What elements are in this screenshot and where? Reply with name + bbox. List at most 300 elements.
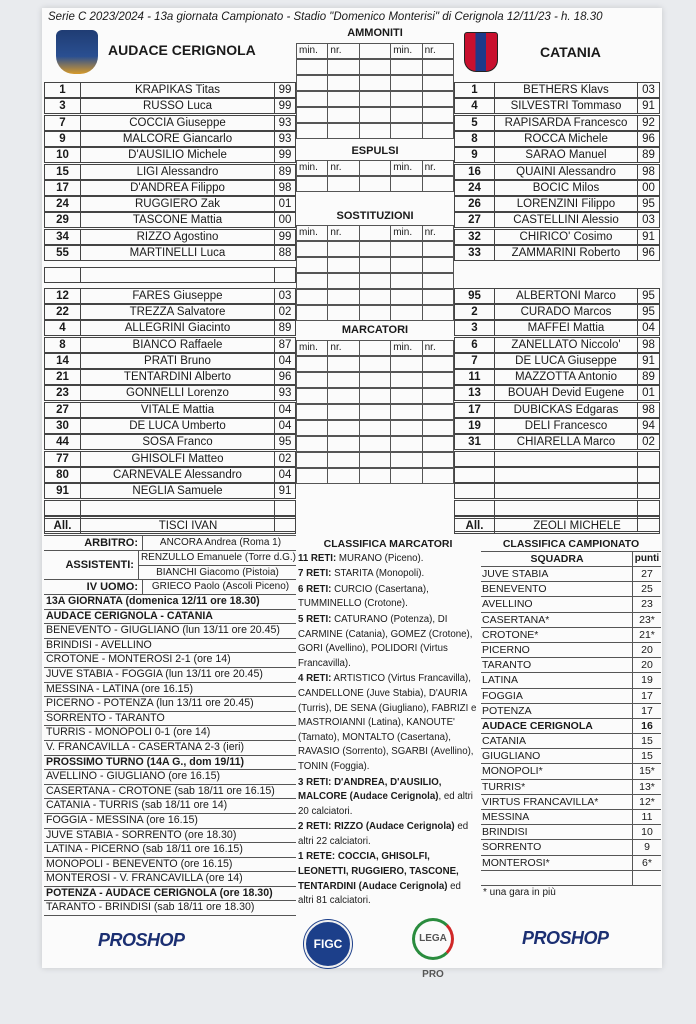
grid-row xyxy=(296,273,454,289)
away-player-row xyxy=(454,147,660,163)
grid-cell xyxy=(422,176,454,192)
espulsi-title: ESPULSI xyxy=(351,145,399,157)
grid-cell xyxy=(296,59,327,75)
home-player-row xyxy=(44,337,296,353)
grid-cell xyxy=(296,176,327,192)
birth-year: 88 xyxy=(274,245,296,261)
player-name xyxy=(80,500,274,516)
grid-cell: nr. xyxy=(422,160,454,176)
team-points: 10 xyxy=(632,825,661,839)
player-name xyxy=(494,500,637,516)
player-name: ALLEGRINI Giacinto xyxy=(80,320,274,336)
grid-cell xyxy=(327,91,358,107)
grid-cell xyxy=(327,123,358,139)
player-name: PRATI Bruno xyxy=(80,353,274,369)
grid-cell xyxy=(390,273,421,289)
birth-year: 04 xyxy=(274,353,296,369)
shirt-number: 55 xyxy=(44,245,80,261)
player-name: RIZZO Agostino xyxy=(80,229,274,245)
grid-cell xyxy=(390,257,421,273)
points-column-header: punti xyxy=(632,552,661,566)
shirt-number: 8 xyxy=(44,337,80,353)
grid-cell xyxy=(359,404,390,420)
birth-year: 91 xyxy=(274,483,296,499)
grid-cell xyxy=(296,404,327,420)
grid-cell xyxy=(359,107,390,123)
assistant-2: BIANCHI Giacomo (Pistoia) xyxy=(156,567,279,578)
grid-row xyxy=(296,356,454,372)
player-name: CURADO Marcos xyxy=(494,304,637,320)
grid-cell xyxy=(296,420,327,436)
espulsi-grid xyxy=(296,160,454,192)
shirt-number: 9 xyxy=(454,147,494,163)
scorer-entry: 2 RETI: RIZZO (Audace Cerignola) ed altri 22 calciatori. xyxy=(298,821,469,847)
player-name xyxy=(494,483,637,499)
birth-year: 98 xyxy=(274,180,296,196)
grid-cell xyxy=(359,468,390,484)
grid-cell xyxy=(390,356,421,372)
player-name: SILVESTRI Tommaso xyxy=(494,98,637,114)
birth-year: 04 xyxy=(637,320,660,336)
grid-cell xyxy=(422,420,454,436)
grid-cell: min. xyxy=(390,160,421,176)
audace-cerignola-logo xyxy=(56,30,98,74)
shirt-number: 21 xyxy=(44,369,80,385)
away-player-row xyxy=(454,451,660,467)
team-name: TARANTO xyxy=(482,659,532,672)
player-name: QUAINI Alessandro xyxy=(494,164,637,180)
standings-row xyxy=(481,734,661,749)
grid-cell xyxy=(327,356,358,372)
shirt-number: 30 xyxy=(44,418,80,434)
fixture-row: PROSSIMO TURNO (14A G., dom 19/11) xyxy=(44,756,296,771)
team-name: TURRIS* xyxy=(482,780,526,793)
grid-cell xyxy=(422,388,454,404)
home-player-row xyxy=(44,212,296,228)
team-points: 21* xyxy=(632,628,661,642)
grid-cell xyxy=(327,305,358,321)
team-column-header: SQUADRA xyxy=(530,553,584,565)
away-player-row xyxy=(454,320,660,336)
grid-row xyxy=(296,160,454,176)
birth-year: 02 xyxy=(274,304,296,320)
standings-row xyxy=(481,582,661,597)
home-player-row xyxy=(44,304,296,320)
grid-cell xyxy=(390,420,421,436)
grid-cell: min. xyxy=(390,340,421,356)
birth-year: 98 xyxy=(637,164,660,180)
shirt-number: 1 xyxy=(454,82,494,98)
grid-cell xyxy=(359,340,390,356)
shirt-number xyxy=(454,483,494,499)
team-points: 15 xyxy=(632,734,661,748)
grid-cell xyxy=(327,452,358,468)
grid-cell xyxy=(390,107,421,123)
grid-cell xyxy=(359,257,390,273)
standings-row xyxy=(481,643,661,658)
grid-row xyxy=(296,468,454,484)
referee-row xyxy=(44,536,296,551)
shirt-number: 91 xyxy=(44,483,80,499)
birth-year: 96 xyxy=(274,369,296,385)
grid-cell: min. xyxy=(296,340,327,356)
player-name: RUGGIERO Zak xyxy=(80,196,274,212)
grid-cell: nr. xyxy=(422,225,454,241)
away-player-row xyxy=(454,418,660,434)
home-player-row xyxy=(44,483,296,499)
away-player-row xyxy=(454,304,660,320)
match-sheet xyxy=(42,8,662,980)
grid-cell xyxy=(390,452,421,468)
shirt-number xyxy=(454,451,494,467)
birth-year xyxy=(637,467,660,483)
grid-cell xyxy=(359,160,390,176)
away-player-row xyxy=(454,229,660,245)
home-player-row xyxy=(44,98,296,114)
fixture-row: JUVE STABIA - FOGGIA (lun 13/11 ore 20.45) xyxy=(44,668,296,683)
grid-cell xyxy=(390,75,421,91)
birth-year: 01 xyxy=(637,385,660,401)
grid-cell xyxy=(390,59,421,75)
fixture-row: V. FRANCAVILLA - CASERTANA 2-3 (ieri) xyxy=(44,741,296,756)
shirt-number: 12 xyxy=(44,288,80,304)
shirt-number: 3 xyxy=(454,320,494,336)
lega-pro-logo: LEGA PRO xyxy=(410,918,456,964)
team-name: POTENZA xyxy=(482,704,532,717)
grid-cell xyxy=(296,388,327,404)
shirt-number: 80 xyxy=(44,467,80,483)
shirt-number: 4 xyxy=(44,320,80,336)
grid-row xyxy=(296,257,454,273)
shirt-number: 11 xyxy=(454,369,494,385)
grid-cell xyxy=(359,176,390,192)
home-team-name: AUDACE CERIGNOLA xyxy=(108,42,256,58)
grid-cell xyxy=(327,273,358,289)
shirt-number: 1 xyxy=(44,82,80,98)
grid-cell xyxy=(359,388,390,404)
birth-year: 99 xyxy=(274,229,296,245)
fixture-row: AVELLINO - GIUGLIANO (ore 16.15) xyxy=(44,770,296,785)
grid-cell xyxy=(390,289,421,305)
grid-cell xyxy=(296,123,327,139)
team-name: MONTEROSI* xyxy=(482,856,550,869)
team-name: MESSINA xyxy=(482,811,530,823)
player-name: FARES Giuseppe xyxy=(80,288,274,304)
home-player-row xyxy=(44,82,296,98)
standings-row xyxy=(481,764,661,779)
grid-cell xyxy=(422,305,454,321)
birth-year xyxy=(637,500,660,516)
shirt-number: 2 xyxy=(454,304,494,320)
grid-row xyxy=(296,91,454,107)
grid-cell: min. xyxy=(390,225,421,241)
marcatori-title: MARCATORI xyxy=(341,324,409,336)
scorer-entry: 4 RETI: ARTISTICO (Virtus Francavilla), CANDELLONE (Juve Stabia), D'AURIA (Turris), DE SENA (Giugliano), FABRIZI e MASTROIANNI (Latina), KANOUTE' (Tarnato), MONTALTO (Casertana), RAVASIO (Sorrento), SGARBI (Avellino), TONIN (Foggia). xyxy=(298,673,477,772)
grid-cell xyxy=(327,372,358,388)
shirt-number: 22 xyxy=(44,304,80,320)
grid-cell xyxy=(359,305,390,321)
grid-cell xyxy=(296,91,327,107)
shirt-number: 24 xyxy=(44,196,80,212)
grid-cell xyxy=(359,436,390,452)
player-name: KRAPIKAS Titas xyxy=(80,82,274,98)
standings-row xyxy=(481,780,661,795)
grid-cell xyxy=(296,452,327,468)
grid-cell xyxy=(359,289,390,305)
fixture-row: BRINDISI - AVELLINO xyxy=(44,639,296,654)
home-player-row xyxy=(44,451,296,467)
grid-row xyxy=(296,388,454,404)
home-player-row xyxy=(44,288,296,304)
shirt-number: 9 xyxy=(44,131,80,147)
grid-cell xyxy=(327,404,358,420)
grid-row xyxy=(296,225,454,241)
birth-year: 03 xyxy=(274,288,296,304)
birth-year: 93 xyxy=(274,385,296,401)
birth-year: 95 xyxy=(637,196,660,212)
catania-logo xyxy=(464,32,498,72)
birth-year: 92 xyxy=(637,115,660,131)
fixture-row: BENEVENTO - GIUGLIANO (lun 13/11 ore 20.45) xyxy=(44,624,296,639)
home-player-row xyxy=(44,245,296,261)
away-player-row xyxy=(454,353,660,369)
team-name: CASERTANA* xyxy=(482,613,550,626)
grid-cell xyxy=(390,404,421,420)
grid-cell xyxy=(296,356,327,372)
fixture-row: FOGGIA - MESSINA (ore 16.15) xyxy=(44,814,296,829)
shirt-number: 3 xyxy=(44,98,80,114)
player-name: VITALE Mattia xyxy=(80,402,274,418)
grid-row xyxy=(296,123,454,139)
marcatori-grid xyxy=(296,340,454,484)
standings-row xyxy=(481,825,661,840)
player-name: D'ANDREA Filippo xyxy=(80,180,274,196)
player-name: NEGLIA Samuele xyxy=(80,483,274,499)
grid-cell xyxy=(327,59,358,75)
team-name: CATANIA xyxy=(482,735,526,748)
birth-year: 99 xyxy=(274,147,296,163)
home-player-row xyxy=(44,500,296,516)
grid-cell xyxy=(390,241,421,257)
team-name: BENEVENTO xyxy=(482,583,547,596)
assistant-1: RENZULLO Emanuele (Torre d.G.) xyxy=(139,551,296,566)
standings-row xyxy=(481,856,661,871)
player-name: MAZZOTTA Antonio xyxy=(494,369,637,385)
standings-row xyxy=(481,810,661,825)
standings-row xyxy=(481,613,661,628)
away-player-row xyxy=(454,164,660,180)
grid-cell xyxy=(296,305,327,321)
birth-year: 94 xyxy=(637,418,660,434)
away-player-row xyxy=(454,288,660,304)
grid-row xyxy=(296,75,454,91)
fixture-row: CASERTANA - CROTONE (sab 18/11 ore 16.15) xyxy=(44,785,296,800)
shirt-number: 19 xyxy=(454,418,494,434)
grid-cell xyxy=(359,420,390,436)
player-name: ZAMMARINI Roberto xyxy=(494,245,637,261)
player-name: TREZZA Salvatore xyxy=(80,304,274,320)
shirt-number: 5 xyxy=(454,115,494,131)
player-name: CARNEVALE Alessandro xyxy=(80,467,274,483)
birth-year: 99 xyxy=(274,82,296,98)
grid-cell xyxy=(422,75,454,91)
figc-logo: FIGC xyxy=(304,920,352,968)
player-name xyxy=(494,451,637,467)
home-player-row xyxy=(44,320,296,336)
player-name: ROCCA Michele xyxy=(494,131,637,147)
grid-cell xyxy=(422,404,454,420)
grid-row xyxy=(296,340,454,356)
team-name: SORRENTO xyxy=(482,841,542,854)
team-points: 27 xyxy=(632,567,661,581)
birth-year xyxy=(274,267,296,283)
grid-cell xyxy=(327,289,358,305)
team-name: CROTONE* xyxy=(482,628,539,641)
player-name: DE LUCA Umberto xyxy=(80,418,274,434)
shirt-number: 32 xyxy=(454,229,494,245)
grid-cell xyxy=(359,75,390,91)
grid-cell xyxy=(296,468,327,484)
shirt-number: 27 xyxy=(454,212,494,228)
home-player-row xyxy=(44,115,296,131)
birth-year: 04 xyxy=(274,418,296,434)
birth-year: 98 xyxy=(637,337,660,353)
grid-cell xyxy=(390,468,421,484)
grid-cell: min. xyxy=(296,43,327,59)
home-coach-row xyxy=(44,518,296,534)
fixture-row: MONTEROSI - V. FRANCAVILLA (ore 14) xyxy=(44,872,296,887)
shirt-number: 16 xyxy=(454,164,494,180)
grid-cell: nr. xyxy=(422,340,454,356)
grid-cell xyxy=(296,273,327,289)
grid-cell: min. xyxy=(390,43,421,59)
grid-cell xyxy=(422,107,454,123)
grid-cell xyxy=(359,59,390,75)
birth-year: 93 xyxy=(274,115,296,131)
shirt-number: 26 xyxy=(454,196,494,212)
team-points: 17 xyxy=(632,704,661,718)
birth-year: 89 xyxy=(637,147,660,163)
away-team-name: CATANIA xyxy=(540,44,601,60)
grid-cell xyxy=(296,75,327,91)
shirt-number: 44 xyxy=(44,434,80,450)
scorer-entry: 11 RETI: MURANO (Piceno). xyxy=(298,552,424,564)
away-player-row xyxy=(454,82,660,98)
home-player-row xyxy=(44,180,296,196)
player-name: DE LUCA Giuseppe xyxy=(494,353,637,369)
shirt-number: 15 xyxy=(44,164,80,180)
grid-cell xyxy=(422,372,454,388)
away-coach: ZEOLI MICHELE xyxy=(494,518,660,534)
grid-row xyxy=(296,59,454,75)
player-name: COCCIA Giuseppe xyxy=(80,115,274,131)
team-points: 25 xyxy=(632,582,661,596)
home-player-row xyxy=(44,229,296,245)
fixture-row: JUVE STABIA - SORRENTO (ore 18.30) xyxy=(44,829,296,844)
fixture-row: PICERNO - POTENZA (lun 13/11 ore 20.45) xyxy=(44,697,296,712)
grid-cell xyxy=(359,91,390,107)
grid-cell xyxy=(390,305,421,321)
birth-year: 96 xyxy=(637,131,660,147)
standings-row xyxy=(481,719,661,734)
away-player-row xyxy=(454,180,660,196)
ammoniti-title: AMMONITI xyxy=(347,27,403,39)
standings-row xyxy=(481,673,661,688)
sheet-header: Serie C 2023/2024 - 13a giornata Campionato - Stadio "Domenico Monterisi" di Cerignola 12/11/23 - h. 18.30 xyxy=(48,11,603,23)
birth-year: 03 xyxy=(637,82,660,98)
grid-cell xyxy=(390,388,421,404)
scorer-entry: 1 RETE: COCCIA, GHISOLFI, LEONETTI, RUGGIERO, TASCONE, TENTARDINI (Audace Cerignola) ed altri 81 calciatori. xyxy=(298,851,461,907)
player-name: BIANCO Raffaele xyxy=(80,337,274,353)
team-name: AVELLINO xyxy=(482,598,533,611)
standings-row xyxy=(481,597,661,612)
away-player-row xyxy=(454,131,660,147)
birth-year xyxy=(274,500,296,516)
team-points: 15 xyxy=(632,749,661,763)
grid-row xyxy=(296,43,454,59)
grid-row xyxy=(296,372,454,388)
scorers-title: CLASSIFICA MARCATORI xyxy=(323,538,453,550)
team-name: GIUGLIANO xyxy=(482,750,541,763)
away-player-row xyxy=(454,385,660,401)
grid-cell xyxy=(296,241,327,257)
player-name xyxy=(80,267,274,283)
officials-block xyxy=(44,535,296,916)
birth-year: 89 xyxy=(274,164,296,180)
home-player-row xyxy=(44,402,296,418)
grid-cell xyxy=(390,372,421,388)
team-points: 11 xyxy=(632,810,661,824)
grid-row xyxy=(296,305,454,321)
grid-cell xyxy=(327,75,358,91)
fixture-row: MESSINA - LATINA (ore 16.15) xyxy=(44,683,296,698)
player-name: BOUAH Devid Eugene xyxy=(494,385,637,401)
fixture-row: MONOPOLI - BENEVENTO (ore 16.15) xyxy=(44,858,296,873)
player-name: LIGI Alessandro xyxy=(80,164,274,180)
grid-cell xyxy=(390,91,421,107)
shirt-number: 17 xyxy=(454,402,494,418)
player-name: CASTELLINI Alessio xyxy=(494,212,637,228)
team-name: PICERNO xyxy=(482,643,530,656)
fixture-row: AUDACE CERIGNOLA - CATANIA xyxy=(44,610,296,625)
away-player-row xyxy=(454,115,660,131)
grid-cell xyxy=(327,388,358,404)
player-name: GHISOLFI Matteo xyxy=(80,451,274,467)
grid-cell xyxy=(422,257,454,273)
shirt-number: 24 xyxy=(454,180,494,196)
team-name: JUVE STABIA xyxy=(482,568,549,580)
birth-year: 98 xyxy=(637,402,660,418)
standings-row xyxy=(481,628,661,643)
standings-header xyxy=(481,552,661,567)
fixture-row: POTENZA - AUDACE CERIGNOLA (ore 18.30) xyxy=(44,887,296,902)
team-name: VIRTUS FRANCAVILLA* xyxy=(482,795,599,808)
shirt-number: 95 xyxy=(454,288,494,304)
scorer-entry: 5 RETI: CATURANO (Potenza), DI CARMINE (Catania), GOMEZ (Crotone), GORI (Avellino), POLIDORI (Virtus Francavilla). xyxy=(298,613,473,669)
team-points: 19 xyxy=(632,673,661,687)
shirt-number: 34 xyxy=(44,229,80,245)
birth-year: 00 xyxy=(637,180,660,196)
grid-row xyxy=(296,289,454,305)
grid-cell xyxy=(359,273,390,289)
team-points: 13* xyxy=(632,780,661,794)
shirt-number: 6 xyxy=(454,337,494,353)
scorer-entry: 3 RETI: D'ANDREA, D'AUSILIO, MALCORE (Audace Cerignola), ed altri 20 calciatori. xyxy=(298,776,473,817)
team-points: 20 xyxy=(632,643,661,657)
grid-cell: nr. xyxy=(422,43,454,59)
player-name xyxy=(494,467,637,483)
grid-cell xyxy=(422,356,454,372)
